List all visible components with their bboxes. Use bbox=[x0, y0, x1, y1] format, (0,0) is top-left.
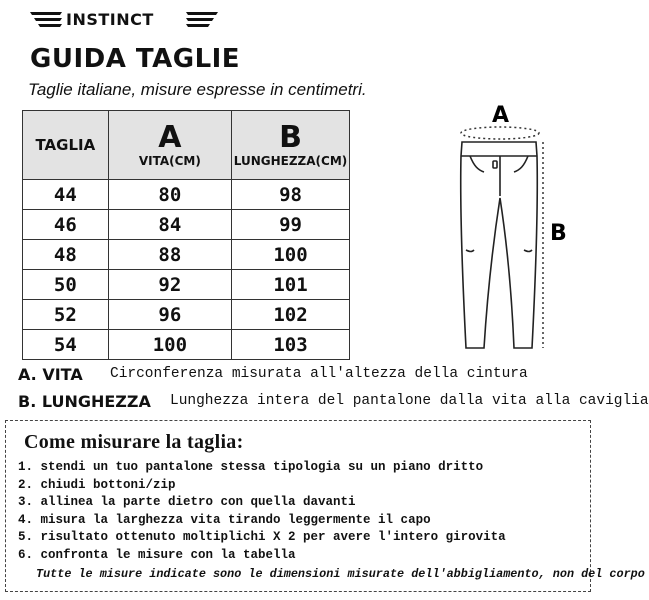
brand-logo bbox=[30, 8, 218, 30]
table-header-row bbox=[23, 111, 350, 180]
cell-waist: 100 bbox=[108, 330, 231, 360]
page-subtitle: Taglie italiane, misure espresse in centimetri. bbox=[28, 80, 367, 99]
steps-list bbox=[18, 459, 506, 565]
cell-length: 99 bbox=[232, 210, 350, 240]
cell-waist: 96 bbox=[108, 300, 231, 330]
how-to-measure-title: Come misurare la taglia: bbox=[24, 431, 244, 453]
cell-length: 100 bbox=[232, 240, 350, 270]
header-waist-letter: A bbox=[158, 120, 182, 155]
definition-length-key: B. LUNGHEZZA bbox=[18, 392, 151, 411]
page-title: GUIDA TAGLIE bbox=[30, 44, 241, 74]
header-size: TAGLIA bbox=[23, 111, 109, 180]
cell-length: 103 bbox=[232, 330, 350, 360]
cell-waist: 80 bbox=[108, 180, 231, 210]
list-item: 4. misura la larghezza vita tirando leggermente il capo bbox=[18, 512, 431, 527]
table-row bbox=[23, 240, 350, 270]
cell-waist: 84 bbox=[108, 210, 231, 240]
header-length bbox=[232, 111, 350, 180]
definition-waist-key: A. VITA bbox=[18, 365, 83, 384]
table-row bbox=[23, 210, 350, 240]
cell-length: 102 bbox=[232, 300, 350, 330]
list-item: 6. confronta le misure con la tabella bbox=[18, 547, 296, 562]
list-item: 1. stendi un tuo pantalone stessa tipologia su un piano dritto bbox=[18, 460, 484, 474]
header-waist bbox=[108, 111, 231, 180]
definition-length-text: Lunghezza intera del pantalone dalla vita alla caviglia bbox=[170, 393, 649, 409]
diagram-label-a: A bbox=[492, 103, 510, 128]
measurement-note: Tutte le misure indicate sono le dimensioni misurate dell'abbigliamento, non del corpo bbox=[36, 567, 645, 581]
cell-waist: 92 bbox=[108, 270, 231, 300]
how-to-measure-box bbox=[5, 420, 645, 592]
cell-length: 101 bbox=[232, 270, 350, 300]
cell-length: 98 bbox=[232, 180, 350, 210]
list-item: 3. allinea la parte dietro con quella davanti bbox=[18, 495, 356, 510]
cell-size: 46 bbox=[23, 210, 109, 240]
waist-measure-line bbox=[461, 127, 539, 139]
size-table bbox=[22, 110, 350, 360]
list-item: 5. risultato ottenuto moltiplichi X 2 per avere l'intero girovita bbox=[18, 530, 506, 545]
brand-name: INSTINCT bbox=[66, 10, 154, 29]
cell-size: 54 bbox=[23, 330, 109, 360]
cell-waist: 88 bbox=[108, 240, 231, 270]
table-row bbox=[23, 180, 350, 210]
definition-length bbox=[18, 392, 649, 411]
cell-size: 48 bbox=[23, 240, 109, 270]
header-length-letter: B bbox=[279, 120, 302, 155]
definition-waist-text: Circonferenza misurata all'altezza della cintura bbox=[110, 366, 528, 382]
table-row bbox=[23, 330, 350, 360]
cell-size: 50 bbox=[23, 270, 109, 300]
table-row bbox=[23, 270, 350, 300]
pants-outline bbox=[461, 142, 538, 348]
header-length-label: LUNGHEZZA(CM) bbox=[233, 154, 348, 168]
definition-waist bbox=[18, 365, 588, 384]
pants-diagram bbox=[440, 100, 590, 360]
list-item: 2. chiudi bottoni/zip bbox=[18, 477, 176, 492]
cell-size: 44 bbox=[23, 180, 109, 210]
cell-size: 52 bbox=[23, 300, 109, 330]
table-row bbox=[23, 300, 350, 330]
header-waist-label: VITA(CM) bbox=[138, 154, 201, 168]
diagram-label-b: B bbox=[550, 221, 567, 246]
